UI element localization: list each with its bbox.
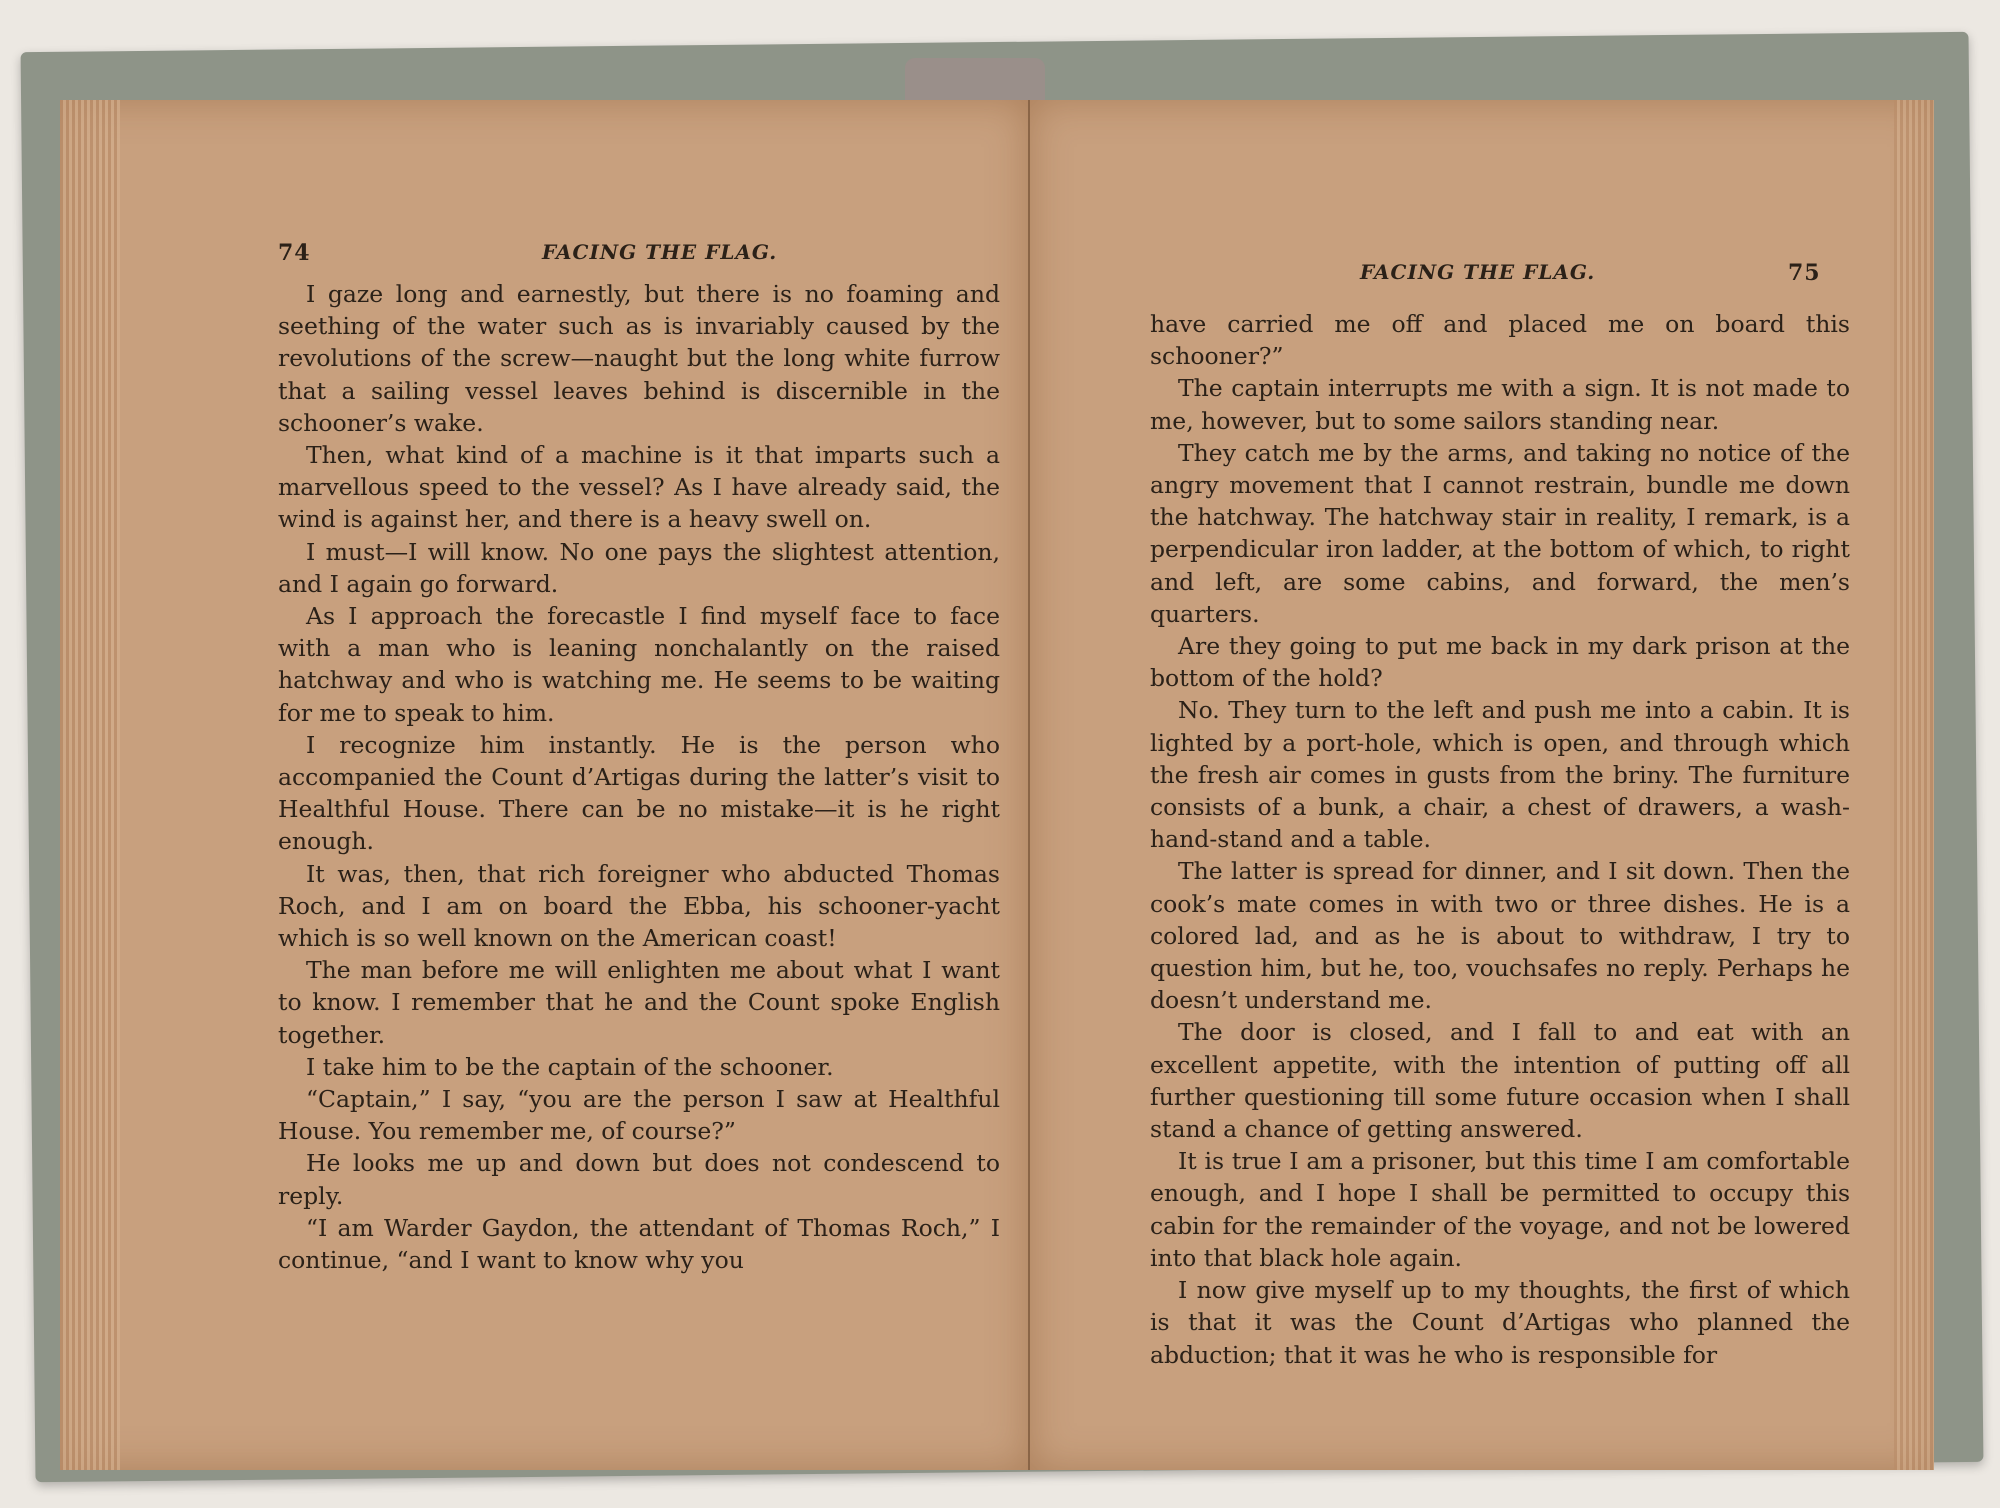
paragraph: Then, what kind of a machine is it that imparts such a marvellous speed to the vessel? As I have already said, the wind is against her, and there is a heavy swell on. (278, 441, 1000, 534)
paragraph: I now give myself up to my thoughts, the first of which is that it was the Count d’Artigas who planned the abduction; that it was he who is responsible for (1150, 1276, 1850, 1369)
paragraph: I gaze long and earnestly, but there is no foaming and seething of the water such as is invariably caused by the revolutions of the screw—naught but the long white furrow that a sailing vessel leaves behind is discernible in the schooner’s wake. (278, 280, 1000, 437)
right-page-number: 75 (1788, 260, 1821, 286)
left-page-body (278, 278, 1000, 1276)
book-spine (905, 58, 1045, 104)
paragraph: No. They turn to the left and push me into a cabin. It is lighted by a port-hole, which is open, and through which the fresh air comes in gusts from the briny. The furniture consists of a bunk, a chair, a chest of drawers, a wash-hand-stand and a table. (1150, 696, 1850, 854)
left-running-title: FACING THE FLAG. (542, 240, 778, 264)
paragraph: The captain interrupts me with a sign. It is not made to me, however, but to some sailors standing near. (1150, 374, 1850, 435)
right-page (1030, 100, 1934, 1470)
paragraph: They catch me by the arms, and taking no notice of the angry movement that I cannot restrain, bundle me down the hatchway. The hatchway stair in reality, I remark, is a perpendicular iron ladder, at the bottom of which, to right and left, are some cabins, and forward, the men’s quarters. (1150, 438, 1850, 628)
paragraph: The latter is spread for dinner, and I sit down. Then the cook’s mate comes in with two or three dishes. He is a colored lad, and as he is about to withdraw, I try to question him, but he, too, vouchsafes no reply. Perhaps he doesn’t understand me. (1150, 857, 1850, 1015)
paragraph: I recognize him instantly. He is the person who accompanied the Count d’Artigas during the latter’s visit to Healthful House. There can be no mistake—it is he right enough. (278, 730, 1000, 856)
right-page-body (1150, 308, 1850, 1371)
paragraph: “I am Warder Gaydon, the attendant of Thomas Roch,” I continue, “and I want to know why you (278, 1213, 1000, 1275)
left-page-number: 74 (278, 240, 311, 266)
paragraph: Are they going to put me back in my dark prison at the bottom of the hold? (1150, 632, 1850, 693)
paragraph: He looks me up and down but does not condescend to reply. (278, 1149, 1000, 1210)
paragraph: “Captain,” I say, “you are the person I saw at Healthful House. You remember me, of course?” (278, 1085, 1000, 1146)
continued-paragraph: have carried me off and placed me on board this schooner?” (1150, 310, 1850, 371)
paragraph: The door is closed, and I fall to and eat with an excellent appetite, with the intention of putting off all further questioning till some future occasion when I shall stand a chance of getting answered. (1150, 1018, 1850, 1144)
paragraph: I take him to be the captain of the schooner. (306, 1052, 834, 1081)
left-page (60, 100, 1030, 1470)
paragraph: I must—I will know. No one pays the slightest attention, and I again go forward. (278, 537, 1000, 598)
paragraph: It was, then, that rich foreigner who abducted Thomas Roch, and I am on board the Ebba, his schooner-yacht which is so well known on the American coast! (278, 859, 1000, 953)
paragraph: The man before me will enlighten me about what I want to know. I remember that he and the Count spoke English together. (278, 956, 1000, 1049)
paragraph: As I approach the forecastle I find myself face to face with a man who is leaning nonchalantly on the raised hatchway and who is watching me. He seems to be waiting for me to speak to him. (278, 602, 1000, 727)
paragraph: It is true I am a prisoner, but this time I am comfortable enough, and I hope I shall be permitted to occupy this cabin for the remainder of the voyage, and not be lowered into that black hole again. (1150, 1147, 1850, 1272)
right-running-title: FACING THE FLAG. (1360, 260, 1596, 284)
